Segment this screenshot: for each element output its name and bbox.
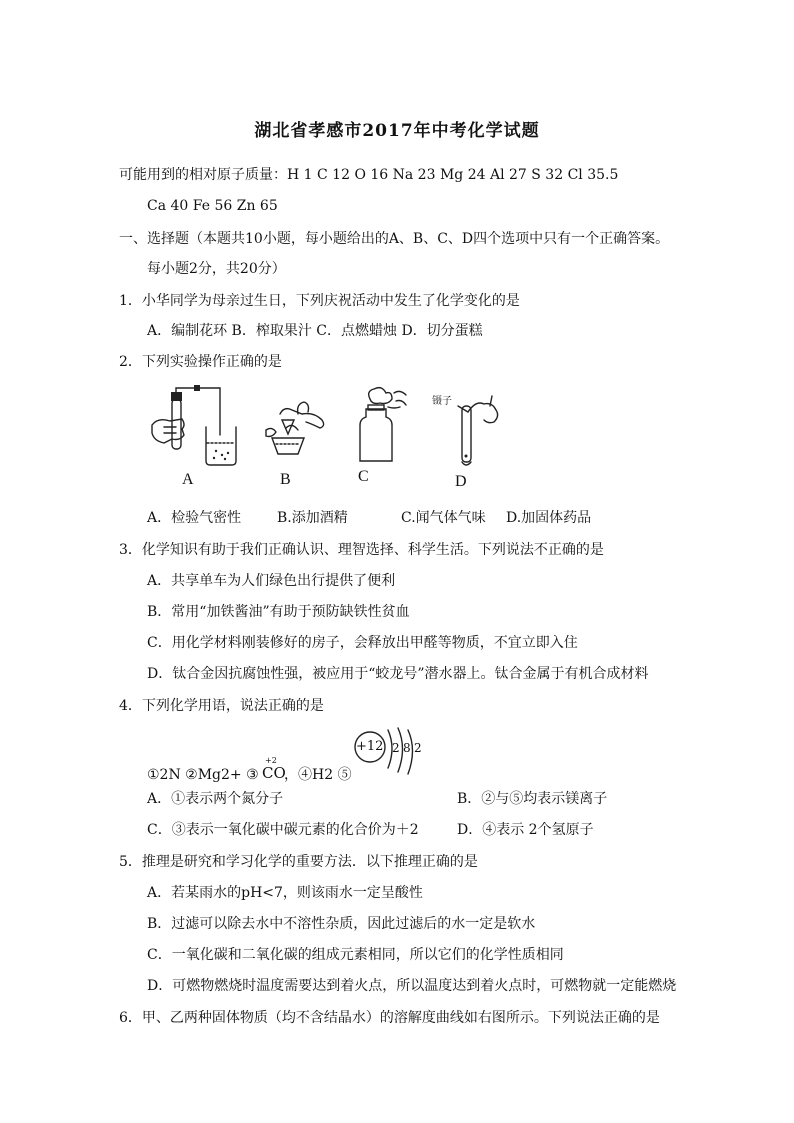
question-4-option-d: D．④表示 2个氢原子	[457, 822, 594, 838]
question-3-option-d: D．钛合金因抗腐蚀性强，被应用于“蛟龙号”潜水器上。钛合金属于有机合成材料	[147, 666, 649, 682]
question-4-symbols-tail: ，④H2 ⑤	[284, 767, 352, 783]
question-1-stem: 1．小华同学为母亲过生日，下列庆祝活动中发生了化学变化的是	[119, 293, 520, 309]
figure-label-a: A	[182, 471, 194, 488]
question-3-option-c: C．用化学材料刚装修好的房子，会释放出甲醛等物质，不宜立即入住	[147, 635, 578, 651]
question-2-option-c: C.闻气体气味	[401, 510, 486, 526]
question-5-option-c: C．一氧化碳和二氧化碳的组成元素相同，所以它们的化学性质相同	[147, 947, 564, 963]
atom-nucleus-charge: +12	[356, 739, 384, 754]
co-formula: CO	[262, 764, 286, 782]
atom-shell-1: 2	[392, 741, 400, 755]
question-4-stem: 4．下列化学用语，说法正确的是	[119, 698, 324, 714]
question-3-stem: 3．化学知识有助于我们正确认识、理智选择、科学生活。下列说法不正确的是	[119, 542, 604, 558]
figure-c-smelling-gas	[348, 385, 413, 465]
question-5-option-d: D．可燃物燃烧时温度需要达到着火点，所以温度达到着火点时，可燃物就一定能燃烧	[147, 978, 677, 994]
atom-shell-3: 2	[414, 741, 422, 755]
section-heading-line-1: 一、选择题（本题共10小题，每小题给出的A、B、C、D四个选项中只有一个正确答案。	[119, 231, 670, 247]
figure-label-d: D	[455, 473, 467, 490]
question-5-option-a: A．若某雨水的pH<7，则该雨水一定呈酸性	[147, 885, 423, 901]
figure-d-tweezers-label: 镊子	[432, 396, 452, 407]
question-4-option-b: B．②与⑤均表示镁离子	[457, 791, 608, 807]
question-4-symbols: ①2N ②Mg2+ ③	[147, 767, 259, 783]
question-5-stem: 5．推理是研究和学习化学的重要方法．以下推理正确的是	[119, 854, 478, 870]
figure-d-adding-solid	[432, 392, 507, 472]
question-3-option-a: A．共享单车为人们绿色出行提供了便利	[147, 573, 396, 589]
figure-b-adding-alcohol	[262, 392, 332, 462]
atomic-mass-line-1: 可能用到的相对原子质量：H 1 C 12 O 16 Na 23 Mg 24 Al 27 S 32 Cl 35.5	[119, 167, 619, 183]
question-4-option-c: C．③表示一氧化碳中碳元素的化合价为＋2	[147, 822, 419, 838]
question-2-stem: 2．下列实验操作正确的是	[119, 354, 282, 370]
question-4-option-a: A．①表示两个氮分子	[147, 791, 284, 807]
question-5-option-b: B．过滤可以除去水中不溶性杂质，因此过滤后的水一定是软水	[147, 916, 536, 932]
co-valence-mark: +2	[265, 756, 277, 765]
atomic-mass-line-2: Ca 40 Fe 56 Zn 65	[147, 198, 278, 214]
question-6-stem: 6．甲、乙两种固体物质（均不含结晶水）的溶解度曲线如右图所示。下列说法正确的是	[119, 1010, 660, 1026]
question-1-options: A．编制花环 B．榨取果汁 C．点燃蜡烛 D．切分蛋糕	[147, 323, 483, 339]
atom-shell-2: 8	[403, 741, 411, 755]
question-2-option-b: B.添加酒精	[277, 510, 348, 526]
figure-label-b: B	[280, 471, 291, 488]
page-title: 湖北省孝感市2017年中考化学试题	[254, 121, 540, 141]
question-3-option-b: B．常用“加铁酱油”有助于预防缺铁性贫血	[147, 604, 410, 620]
figure-label-c: C	[358, 468, 369, 485]
question-2-option-a: A．检验气密性	[147, 510, 242, 526]
question-2-option-d: D.加固体药品	[506, 510, 592, 526]
section-heading-line-2: 每小题2分，共20分）	[147, 261, 286, 277]
figure-a-airtightness-check	[150, 385, 240, 470]
